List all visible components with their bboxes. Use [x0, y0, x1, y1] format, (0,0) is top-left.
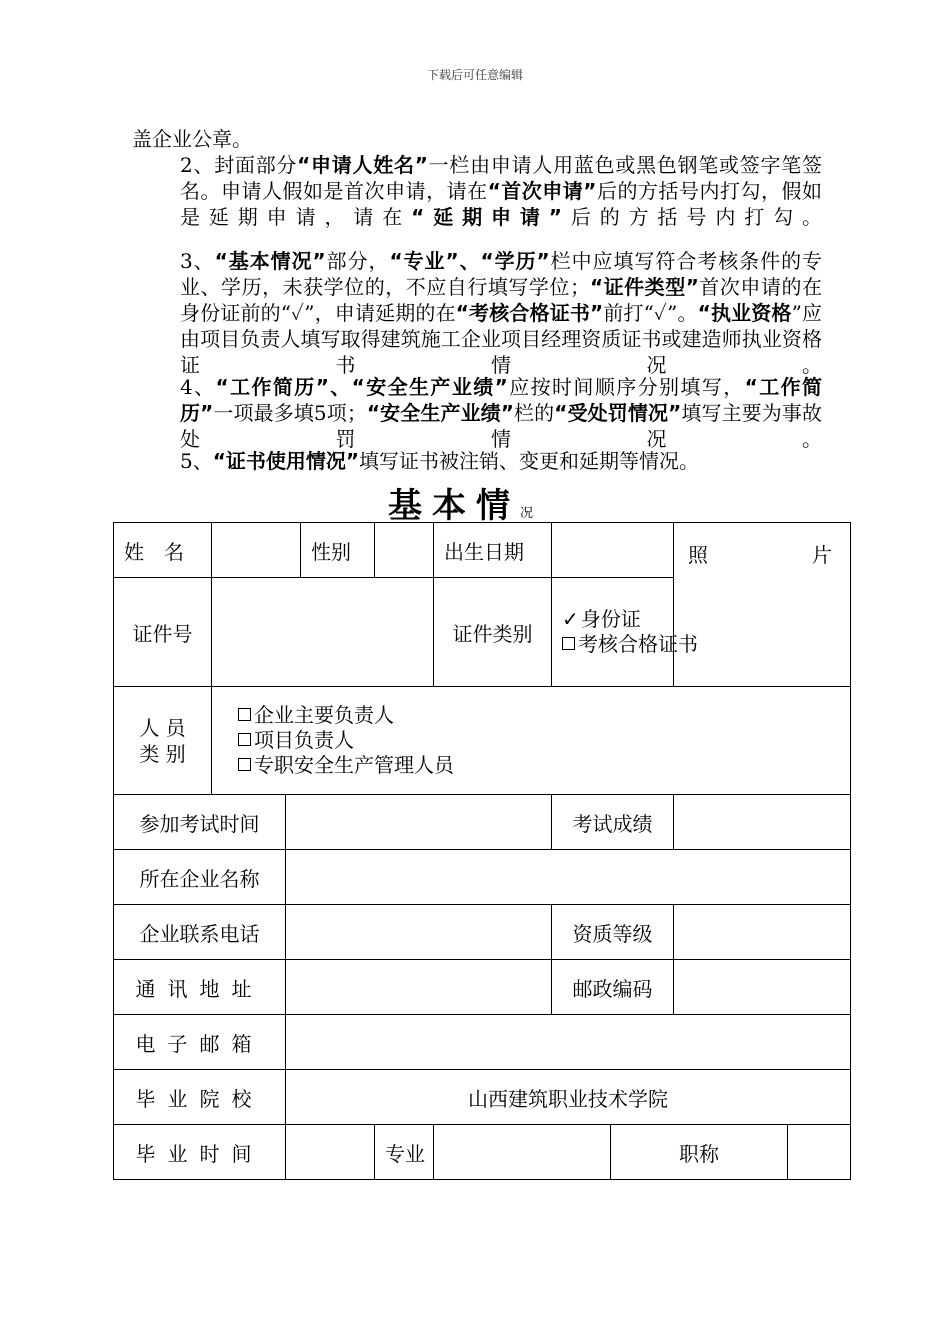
job-title-label: 职称	[611, 1125, 788, 1180]
graduation-time-label: 毕业时间	[114, 1125, 286, 1180]
section-title	[388, 478, 533, 527]
id-type-option-idcard[interactable]: ✓ 身份证	[562, 607, 641, 631]
id-type-label: 证件类别	[434, 578, 552, 687]
exam-score-field[interactable]	[674, 795, 851, 850]
personnel-type-options	[212, 687, 851, 795]
name-label: 姓 名	[114, 523, 212, 578]
photo-label-right: 片	[812, 543, 832, 567]
qualification-label: 资质等级	[552, 905, 674, 960]
id-number-field[interactable]	[212, 578, 434, 687]
item3-bold-2: “专业”、“学历”	[389, 249, 550, 273]
item2-text-1: 2、封面部分	[180, 153, 298, 177]
major-label: 专业	[375, 1125, 434, 1180]
item3-text-1: 3、	[180, 249, 215, 273]
item5-text-1: 5、	[180, 449, 213, 473]
item3-text-3: 栏中应填写符合考核条件的专业、学历，未获学位的，不应自行填写学位；	[180, 249, 823, 299]
gender-label: 性别	[301, 523, 375, 578]
major-field[interactable]	[434, 1125, 611, 1180]
exam-score-label: 考试成绩	[552, 795, 674, 850]
instruction-line-1: 盖企业公章。	[132, 127, 252, 151]
company-phone-field[interactable]	[286, 905, 552, 960]
photo-box[interactable]	[674, 523, 851, 687]
birth-date-field[interactable]	[552, 523, 674, 578]
item4-text-5: 填写主要为事故处罚情况。	[180, 401, 823, 451]
qualification-field[interactable]	[674, 905, 851, 960]
email-field[interactable]	[286, 1015, 851, 1070]
item3-bold-4: “考核合格证书”	[455, 301, 604, 325]
checkbox-icon	[562, 637, 575, 650]
item4-text-1: 4、	[180, 375, 216, 399]
company-phone-label: 企业联系电话	[114, 905, 286, 960]
gender-field[interactable]	[375, 523, 434, 578]
school-label: 毕业院校	[114, 1070, 286, 1125]
company-name-label: 所在企业名称	[114, 850, 286, 905]
instruction-item-5	[132, 448, 822, 474]
item4-text-2: 应按时间顺序分别填写，	[507, 375, 745, 399]
item4-bold-2: “工作简历”	[180, 375, 823, 425]
checkbox-icon	[238, 758, 251, 771]
section-title-small: 况	[520, 506, 534, 521]
birth-date-label: 出生日期	[434, 523, 552, 578]
page-header: 下载后可任意编辑	[426, 68, 523, 82]
item2-bold-2: “首次申请”	[487, 179, 597, 203]
checkbox-icon	[238, 733, 251, 746]
item3-text-6: ”应由项目负责人填写取得建筑施工企业项目经理资质证书或建造师执业资格证书情况。	[180, 301, 822, 377]
item2-bold-1: “申请人姓名”	[297, 153, 428, 177]
item4-text-4: 栏的	[513, 401, 555, 425]
item5-bold-1: “证书使用情况”	[212, 449, 360, 473]
postcode-field[interactable]	[674, 960, 851, 1015]
section-title-main: 基本情	[388, 486, 520, 526]
item3-bold-3: “证件类型”	[589, 275, 699, 299]
name-field[interactable]	[212, 523, 301, 578]
photo-label-left: 照	[688, 543, 708, 567]
company-name-field[interactable]	[286, 850, 851, 905]
personnel-option-project-lead[interactable]: 项目负责人	[238, 728, 840, 753]
personnel-option-principal[interactable]: 企业主要负责人	[238, 703, 840, 728]
basic-info-form	[113, 522, 851, 1180]
address-field[interactable]	[286, 960, 552, 1015]
instruction-item-4	[132, 374, 822, 452]
graduation-time-field[interactable]	[286, 1125, 375, 1180]
postcode-label: 邮政编码	[552, 960, 674, 1015]
checkbox-icon	[238, 708, 251, 721]
id-number-label: 证件号	[114, 578, 212, 687]
instruction-item-3	[132, 248, 822, 378]
instruction-item-2	[132, 152, 822, 230]
id-type-option-certificate[interactable]: 考核合格证书	[562, 632, 663, 657]
item2-text-3: 后的方括号内打勾，假如是延期申请，请在	[180, 179, 823, 229]
item3-text-5: 前打“✓”。	[603, 301, 698, 325]
item4-bold-1: “工作简历”、“安全生产业绩”	[215, 375, 508, 399]
item5-text-2: 填写证书被注销、变更和延期等情况。	[359, 449, 700, 473]
address-label: 通讯地址	[114, 960, 286, 1015]
item4-text-3: 一项最多填5项；	[213, 401, 367, 425]
exam-time-label: 参加考试时间	[114, 795, 286, 850]
item3-bold-1: “基本情况”	[214, 249, 326, 273]
item3-text-4: 首次申请的在身份证前的“✓”，申请延期的在	[180, 275, 822, 325]
personnel-option-safety-manager[interactable]: 专职安全生产管理人员	[238, 753, 840, 778]
school-field[interactable]: 山西建筑职业技术学院	[286, 1070, 851, 1125]
exam-time-field[interactable]	[286, 795, 552, 850]
item4-bold-4: “受处罚情况”	[554, 401, 682, 425]
email-label: 电子邮箱	[114, 1015, 286, 1070]
id-type-options	[552, 578, 698, 687]
item2-bold-3: “延期申请”	[411, 205, 562, 229]
item3-text-2: 部分，	[325, 249, 390, 273]
item4-bold-3: “安全生产业绩”	[366, 401, 514, 425]
job-title-field[interactable]	[788, 1125, 851, 1180]
personnel-type-label: 人 员 类 别	[114, 687, 212, 795]
checkmark-icon: ✓	[562, 607, 579, 631]
item2-text-2: 一栏由申请人用蓝色或黑色钢笔或签字笔签名。申请人假如是首次申请，请在	[180, 153, 822, 203]
item3-bold-5: “执业资格	[697, 301, 792, 325]
item2-text-4: 后的方括号内打勾。	[561, 205, 823, 229]
